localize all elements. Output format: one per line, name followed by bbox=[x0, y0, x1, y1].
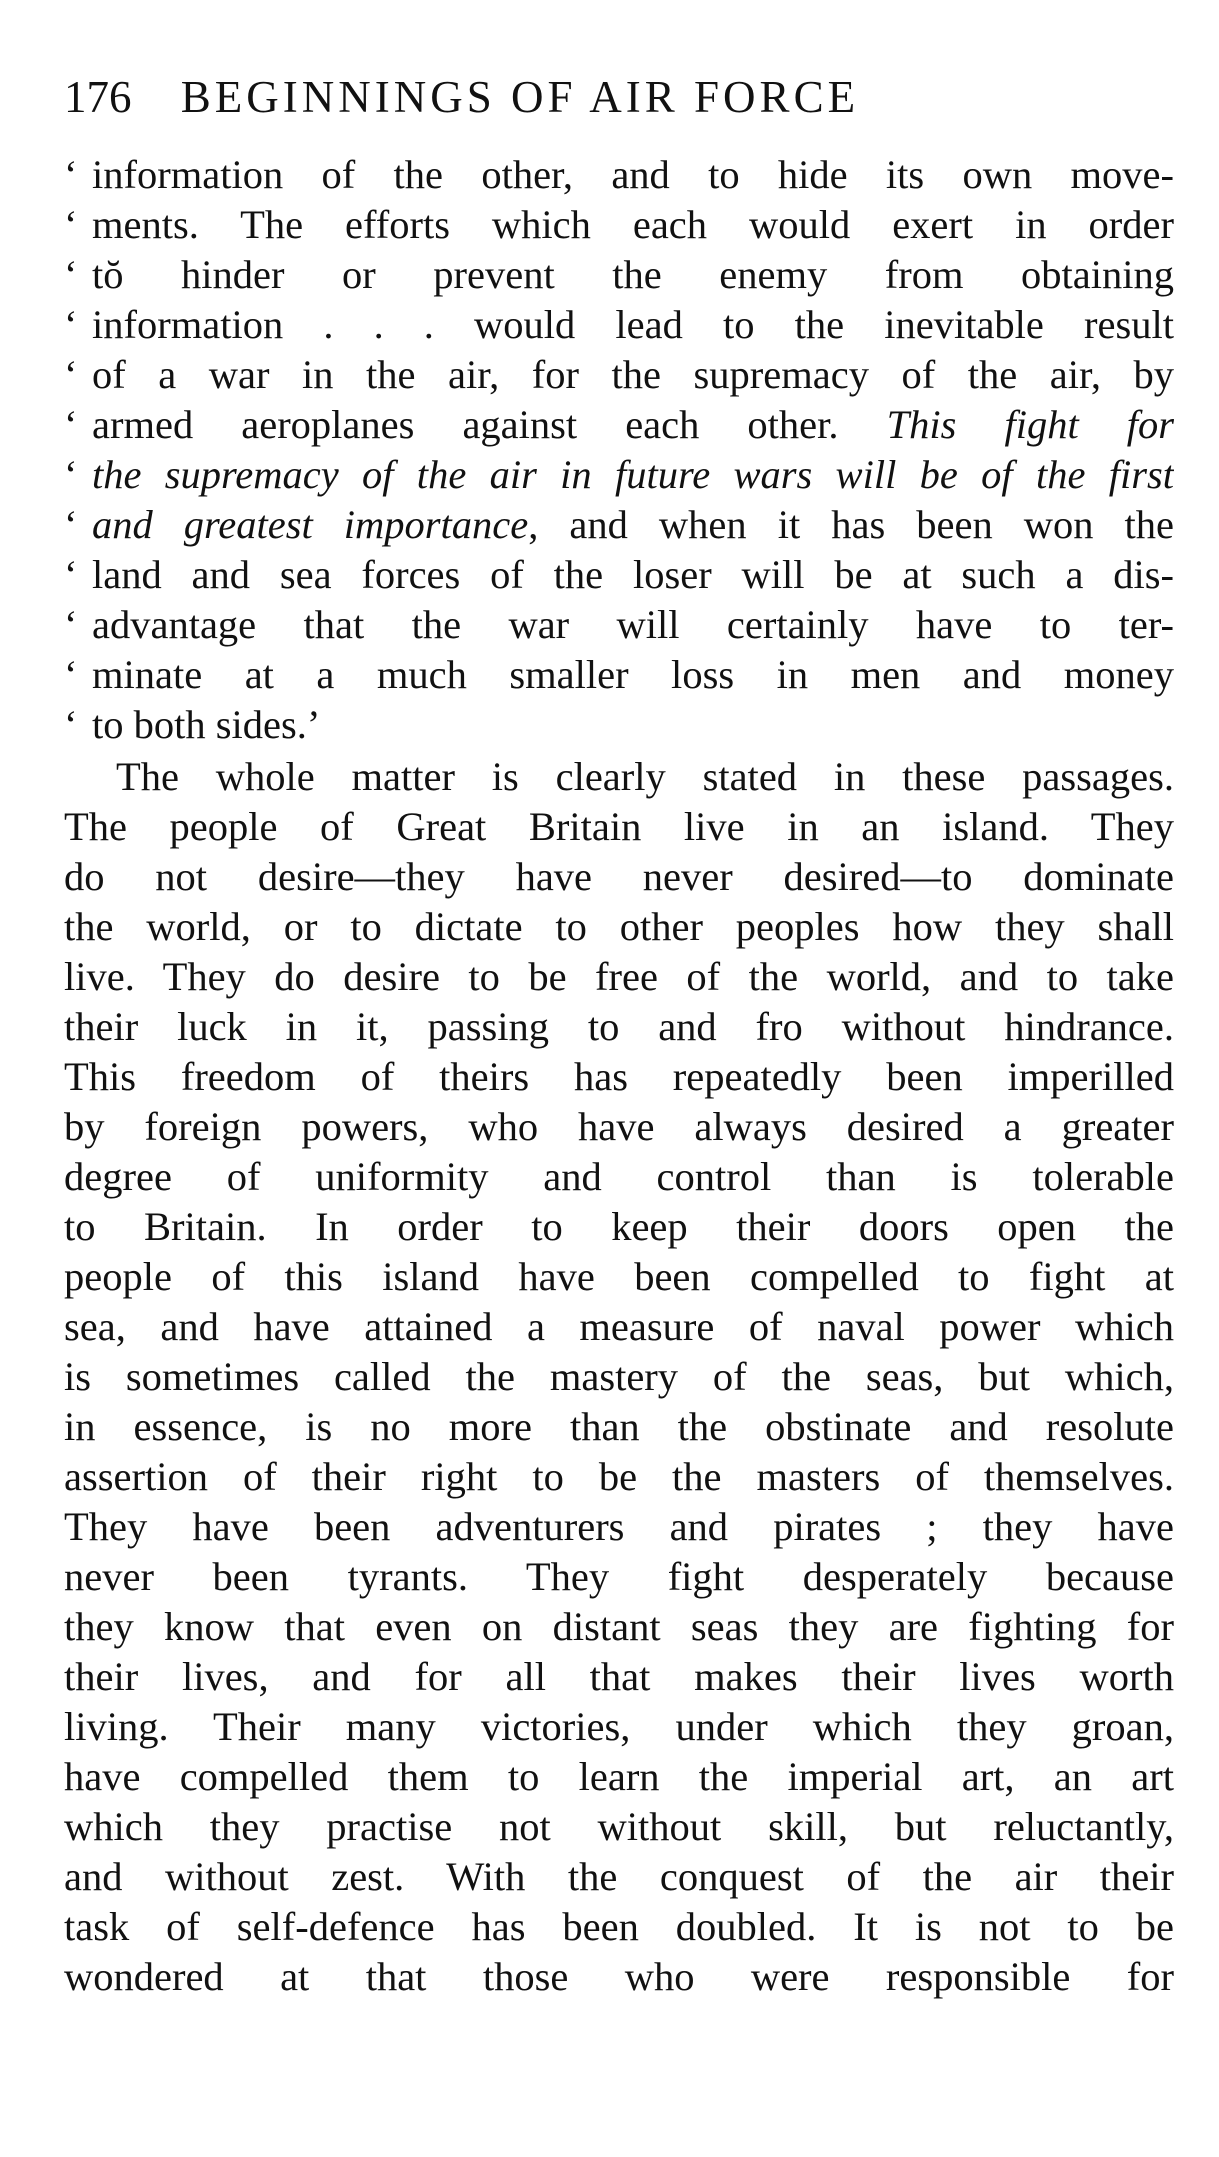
quote-line bbox=[64, 500, 1174, 550]
paragraph-line: living. Their many victories, under which they groan, bbox=[64, 1704, 1174, 1749]
quote-line-text: of a war in the air, for the supremacy of the air, by bbox=[92, 352, 1174, 397]
paragraph-line: their lives, and for all that makes their lives worth bbox=[64, 1654, 1174, 1699]
paragraph-line: and without zest. With the conquest of the air their bbox=[64, 1854, 1174, 1899]
paragraph-line: in essence, is no more than the obstinate and resolute bbox=[64, 1404, 1174, 1449]
quote-line bbox=[64, 700, 1174, 750]
paragraph-line: people of this island have been compelled to fight at bbox=[64, 1254, 1174, 1299]
quote-mark: ‘ bbox=[64, 452, 78, 497]
page-header bbox=[64, 62, 859, 132]
paragraph-line: have compelled them to learn the imperial art, an art bbox=[64, 1754, 1174, 1799]
quote-line-text bbox=[92, 450, 1174, 500]
quote-line bbox=[64, 200, 1174, 250]
quote-mark: ‘ bbox=[64, 602, 78, 647]
paragraph-line: live. They do desire to be free of the world, and to take bbox=[64, 954, 1174, 999]
quote-line-text: minate at a much smaller loss in men and money bbox=[92, 652, 1174, 697]
quote-line-text: land and sea forces of the loser will be at such a dis- bbox=[92, 552, 1174, 597]
quote-line bbox=[64, 350, 1174, 400]
quote-line bbox=[64, 450, 1174, 500]
paragraph-line: They have been adventurers and pirates ; they have bbox=[64, 1504, 1174, 1549]
quote-mark: ‘ bbox=[64, 302, 78, 347]
paragraph-line: the world, or to dictate to other peoples how they shall bbox=[64, 904, 1174, 949]
quote-line bbox=[64, 300, 1174, 350]
quote-mark: ‘ bbox=[64, 502, 78, 547]
quote-line-text: to both sides.’ bbox=[92, 702, 321, 747]
quote-plain-text: , and when it has been won the bbox=[528, 502, 1174, 547]
quote-line bbox=[64, 150, 1174, 200]
quote-italic-text: and greatest importance bbox=[92, 502, 529, 547]
quote-line bbox=[64, 650, 1174, 700]
paragraph-line-text: The whole matter is clearly stated in these passages. bbox=[116, 754, 1174, 799]
running-head: BEGINNINGS OF AIR FORCE bbox=[180, 72, 860, 122]
paragraph-line: The people of Great Britain live in an island. They bbox=[64, 804, 1174, 849]
quote-plain-text: armed aeroplanes against each other. bbox=[92, 402, 839, 447]
quote-line bbox=[64, 600, 1174, 650]
quote-mark: ‘ bbox=[64, 202, 78, 247]
paragraph-line: task of self-defence has been doubled. It is not to be bbox=[64, 1904, 1174, 1949]
paragraph-line bbox=[64, 752, 1174, 802]
quote-mark: ‘ bbox=[64, 252, 78, 297]
quote-mark: ‘ bbox=[64, 652, 78, 697]
quote-line-text: information of the other, and to hide its own move- bbox=[92, 152, 1174, 197]
paragraph-line: do not desire—they have never desired—to dominate bbox=[64, 854, 1174, 899]
paragraph-line: degree of uniformity and control than is tolerable bbox=[64, 1154, 1174, 1199]
paragraph-line: wondered at that those who were responsible for bbox=[64, 1954, 1174, 1999]
quote-line-text bbox=[92, 400, 1174, 450]
page-number: 176 bbox=[64, 72, 132, 122]
paragraph-line: This freedom of theirs has repeatedly been imperilled bbox=[64, 1054, 1174, 1099]
paragraph-line: sea, and have attained a measure of naval power which bbox=[64, 1304, 1174, 1349]
quote-line-text: information . . . would lead to the inevitable result bbox=[92, 302, 1174, 347]
quote-line bbox=[64, 250, 1174, 300]
paragraph-line: assertion of their right to be the masters of themselves. bbox=[64, 1454, 1174, 1499]
quote-mark: ‘ bbox=[64, 702, 78, 747]
quote-line bbox=[64, 400, 1174, 450]
quote-italic-text: the supremacy of the air in future wars will be of the first bbox=[92, 452, 1174, 497]
quote-line-text: ments. The efforts which each would exert in order bbox=[92, 202, 1174, 247]
quote-mark: ‘ bbox=[64, 552, 78, 597]
paragraph-line: by foreign powers, who have always desired a greater bbox=[64, 1104, 1174, 1149]
paragraph-line: is sometimes called the mastery of the seas, but which, bbox=[64, 1354, 1174, 1399]
quote-line-text: advantage that the war will certainly have to ter- bbox=[92, 602, 1174, 647]
paragraph-line: which they practise not without skill, but reluctantly, bbox=[64, 1804, 1174, 1849]
paragraph-line: they know that even on distant seas they are fighting for bbox=[64, 1604, 1174, 1649]
quote-mark: ‘ bbox=[64, 402, 78, 447]
quote-mark: ‘ bbox=[64, 152, 78, 197]
quote-italic-text: This fight for bbox=[886, 402, 1174, 447]
quote-line-text: tŏ hinder or prevent the enemy from obtaining bbox=[92, 252, 1174, 297]
paragraph-line: their luck in it, passing to and fro without hindrance. bbox=[64, 1004, 1174, 1049]
quote-line bbox=[64, 550, 1174, 600]
paragraph-line: never been tyrants. They fight desperately because bbox=[64, 1554, 1174, 1599]
quote-line-text bbox=[92, 500, 1174, 550]
paragraph-line: to Britain. In order to keep their doors open the bbox=[64, 1204, 1174, 1249]
quote-mark: ‘ bbox=[64, 352, 78, 397]
